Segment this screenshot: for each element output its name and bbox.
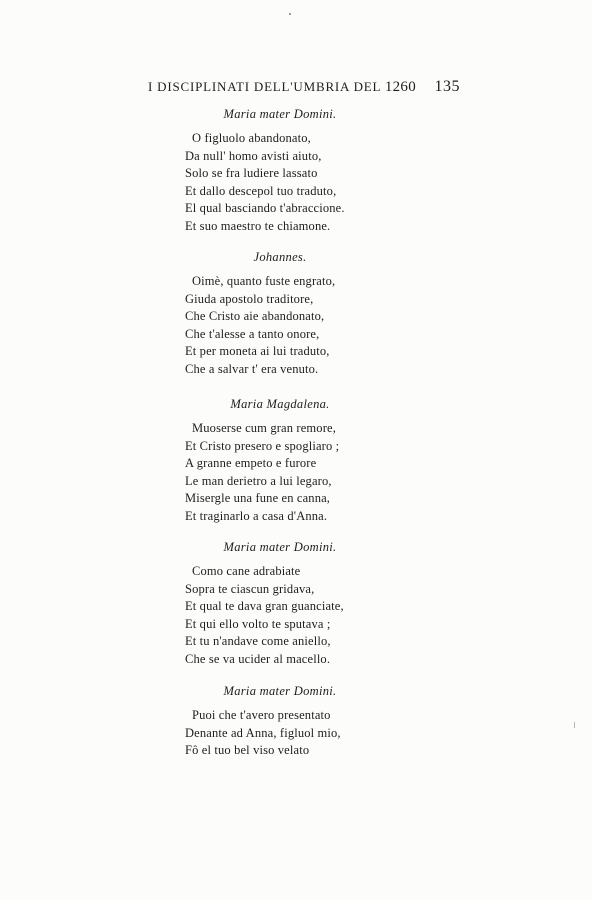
verse-line: Et dallo descepol tuo traduto, bbox=[185, 183, 337, 198]
verse-line: Misergle una fune en canna, bbox=[185, 491, 331, 506]
verse-line: Et qual te dava gran guanciate, bbox=[185, 599, 344, 614]
verse-line: El qual basciando t'abraccione. bbox=[185, 201, 345, 216]
stanza bbox=[0, 396, 592, 526]
speaker-heading: Maria mater Domini. bbox=[223, 107, 337, 121]
verse-line: Puoi che t'avero presentato bbox=[192, 708, 331, 722]
running-header bbox=[148, 78, 460, 96]
verse-line: Et tu n'andave come aniello, bbox=[185, 634, 331, 649]
verse-line: Giuda apostolo traditore, bbox=[185, 291, 314, 306]
verse-line: Et suo maestro te chiamone. bbox=[185, 218, 331, 233]
speaker-heading: Maria mater Domini. bbox=[223, 684, 337, 698]
verse-line: Denante ad Anna, figluol mio, bbox=[185, 725, 341, 740]
verse-line: Oimè, quanto fuste engrato, bbox=[192, 274, 336, 288]
speaker-heading: Johannes. bbox=[253, 250, 307, 264]
verse-line: Et qui ello volto te sputava ; bbox=[185, 616, 331, 631]
stanza bbox=[0, 106, 592, 236]
verse-line: O figluolo abandonato, bbox=[192, 131, 311, 145]
verse-line: Solo se fra ludiere lassato bbox=[185, 166, 318, 181]
verse-line: Et traginarlo a casa d'Anna. bbox=[185, 508, 328, 523]
verse-line: Et per moneta ai lui traduto, bbox=[185, 344, 330, 359]
verse-block bbox=[185, 420, 592, 526]
verse-block bbox=[185, 130, 592, 236]
verse-block bbox=[185, 563, 592, 669]
verse-line: Che a salvar t' era venuto. bbox=[185, 361, 319, 376]
verse-block bbox=[185, 273, 592, 379]
stanza bbox=[0, 539, 592, 669]
verse-line: Sopra te ciascun gridava, bbox=[185, 581, 315, 596]
stanza bbox=[0, 249, 592, 379]
verse-line: Che t'alesse a tanto onore, bbox=[185, 326, 320, 341]
page-number: 135 bbox=[434, 78, 460, 95]
verse-line: Da null' homo avisti aiuto, bbox=[185, 148, 322, 163]
verse-line: Como cane adrabiate bbox=[192, 564, 301, 578]
verse-line: Che Cristo aie abandonato, bbox=[185, 309, 325, 324]
running-title bbox=[148, 79, 416, 96]
speaker-heading: Maria Magdalena. bbox=[230, 397, 330, 411]
verse-line: A granne empeto e furore bbox=[185, 456, 317, 471]
verse-line: Muoserse cum gran remore, bbox=[192, 421, 336, 435]
running-title-text: I DISCIPLINATI DELL'UMBRIA DEL bbox=[148, 79, 381, 94]
running-title-year: 1260 bbox=[384, 79, 417, 95]
paper-speck bbox=[289, 13, 291, 15]
stanza bbox=[0, 683, 592, 760]
paper-speck bbox=[574, 722, 575, 728]
speaker-heading: Maria mater Domini. bbox=[223, 540, 337, 554]
verse-block bbox=[185, 707, 592, 760]
verse-line: Et Cristo presero e spogliaro ; bbox=[185, 438, 340, 453]
verse-line: Che se va ucider al macello. bbox=[185, 651, 331, 666]
verse-line: Le man derietro a lui legaro, bbox=[185, 473, 332, 488]
verse-line: Fô el tuo bel viso velato bbox=[185, 743, 310, 758]
